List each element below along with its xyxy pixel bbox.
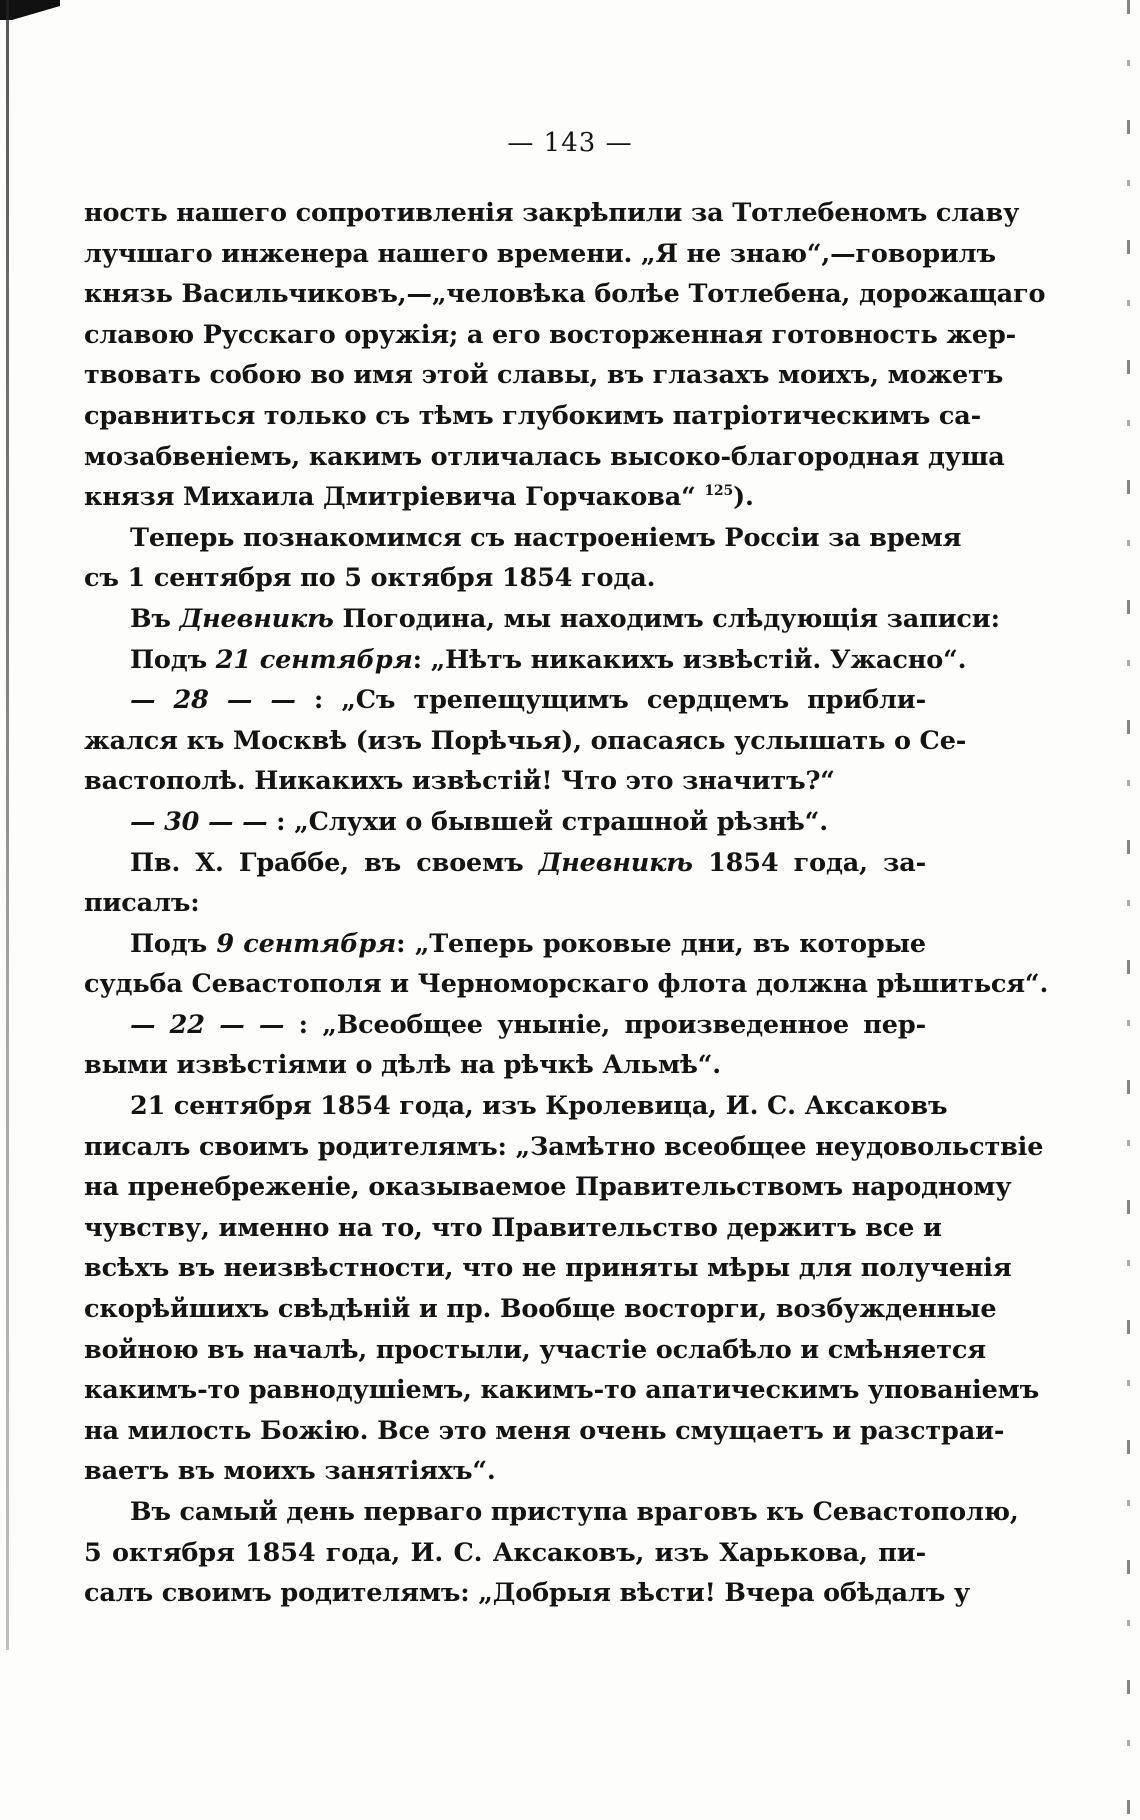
text-line: ваетъ въ моихъ занятіяхъ“. xyxy=(84,1456,496,1487)
text-span: : „Всеобщее уныніе, произведенное пер- xyxy=(298,1009,926,1040)
text-line: славою Русскаго оружія; а его восторженная готовность жер- xyxy=(84,319,1017,350)
text-line: ность нашего сопротивленія закрѣпили за Тотлебеномъ славу xyxy=(84,198,1020,228)
text-span: 1854 года, за- xyxy=(708,847,927,878)
italic-date: 9 сентября xyxy=(216,928,397,959)
paragraph-start-line xyxy=(84,843,926,884)
text-span: Погодина, мы находимъ слѣдующія записи: xyxy=(342,603,1000,634)
footnote-reference: 125 xyxy=(704,483,734,500)
italic-date: — 22 — — xyxy=(130,1009,285,1040)
text-line: твовать собою во имя этой славы, въ глазахъ моихъ, можетъ xyxy=(84,360,1004,391)
text-line: писалъ своимъ родителямъ: „Замѣтно всеобщее неудовольствіе xyxy=(84,1131,1044,1162)
paragraph-start-line xyxy=(84,599,1000,640)
scan-left-edge xyxy=(6,0,9,1650)
text-span: : „Нѣтъ никакихъ извѣстій. Ужасно“. xyxy=(412,644,967,675)
text-line: чувству, именно на то, что Правительство держитъ все и xyxy=(84,1212,942,1243)
text-line: на милость Божію. Все это меня очень смущаетъ и разстраи- xyxy=(84,1415,1005,1446)
text-line xyxy=(84,477,926,518)
text-span: Подъ xyxy=(130,644,208,675)
text-line: съ 1 сентября по 5 октября 1854 года. xyxy=(84,563,656,594)
text-span: ). xyxy=(733,482,754,513)
text-span: Пв. Х. Граббе, въ своемъ xyxy=(130,847,524,878)
diary-entry-line xyxy=(84,640,967,681)
text-line: выми извѣстіями о дѣлѣ на рѣчкѣ Альмѣ“. xyxy=(84,1050,721,1081)
text-line: войною въ началѣ, простыли, участіе ослабѣло и смѣняется xyxy=(84,1334,986,1365)
diary-entry-line xyxy=(84,924,926,965)
scan-right-edge xyxy=(1127,0,1130,1820)
scan-corner-artifact xyxy=(0,0,60,20)
text-line: князь Васильчиковъ,—„человѣка болѣе Тотлебена, дорожащаго xyxy=(84,279,1046,310)
text-line: жался къ Москвѣ (изъ Порѣчья), опасаясь услышать о Се- xyxy=(84,725,967,756)
text-line: всѣхъ въ неизвѣстности, что не приняты мѣры для полученія xyxy=(84,1253,1012,1284)
text-line: вастополѣ. Никакихъ извѣстій! Что это значитъ?“ xyxy=(84,766,835,797)
text-line: какимъ-то равнодушіемъ, какимъ-то апатическимъ упованіемъ xyxy=(84,1375,1040,1406)
text-line: салъ своимъ родителямъ: „Добрыя вѣсти! Вчера обѣдалъ у xyxy=(84,1578,971,1609)
text-span: : „Слухи о бывшей страшной рѣзнѣ“. xyxy=(276,806,828,837)
italic-title: Дневникѣ xyxy=(538,847,693,878)
page-number: — 143 — xyxy=(507,128,633,158)
italic-title: Дневникѣ xyxy=(179,603,334,634)
text-line: 5 октября 1854 года, И. С. Аксаковъ, изъ Харькова, пи- xyxy=(84,1537,926,1568)
text-span: Въ xyxy=(130,603,171,634)
diary-entry-line xyxy=(84,802,926,843)
italic-date: 21 сентября xyxy=(215,644,413,675)
text-line: лучшаго инженера нашего времени. „Я не знаю“,—говорилъ xyxy=(84,238,996,269)
body-text xyxy=(84,193,1049,1614)
diary-entry-line xyxy=(84,1005,926,1046)
text-line: мозабвеніемъ, какимъ отличалась высоко-благородная душа xyxy=(84,441,1005,472)
italic-date: — 28 — — xyxy=(130,685,296,716)
text-span: : „Теперь роковые дни, въ которые xyxy=(396,928,926,959)
text-span: : „Съ трепещущимъ сердцемъ прибли- xyxy=(313,685,926,716)
diary-entry-line xyxy=(84,680,926,721)
text-line: сравниться только съ тѣмъ глубокимъ патріотическимъ са- xyxy=(84,400,982,431)
text-line: писалъ: xyxy=(84,888,200,919)
paragraph-start-line: Въ самый день перваго приступа враговъ къ Севастополю, xyxy=(130,1497,1019,1527)
text-span: князя Михаила Дмитріевича Горчакова“ xyxy=(84,482,696,513)
italic-date: — 30 — — xyxy=(130,806,268,837)
text-line: судьба Севастополя и Черноморскаго флота должна рѣшиться“. xyxy=(84,969,1049,1000)
text-line: скорѣйшихъ свѣдѣній и пр. Вообще восторги, возбужденные xyxy=(84,1294,997,1325)
paragraph-start-line: Теперь познакомимся съ настроеніемъ Россіи за время xyxy=(130,522,962,553)
paragraph-start-line: 21 сентября 1854 года, изъ Кролевица, И. С. Аксаковъ xyxy=(130,1091,948,1122)
text-line: на пренебреженіе, оказываемое Правительствомъ народному xyxy=(84,1172,1012,1203)
text-span: Подъ xyxy=(130,928,208,959)
